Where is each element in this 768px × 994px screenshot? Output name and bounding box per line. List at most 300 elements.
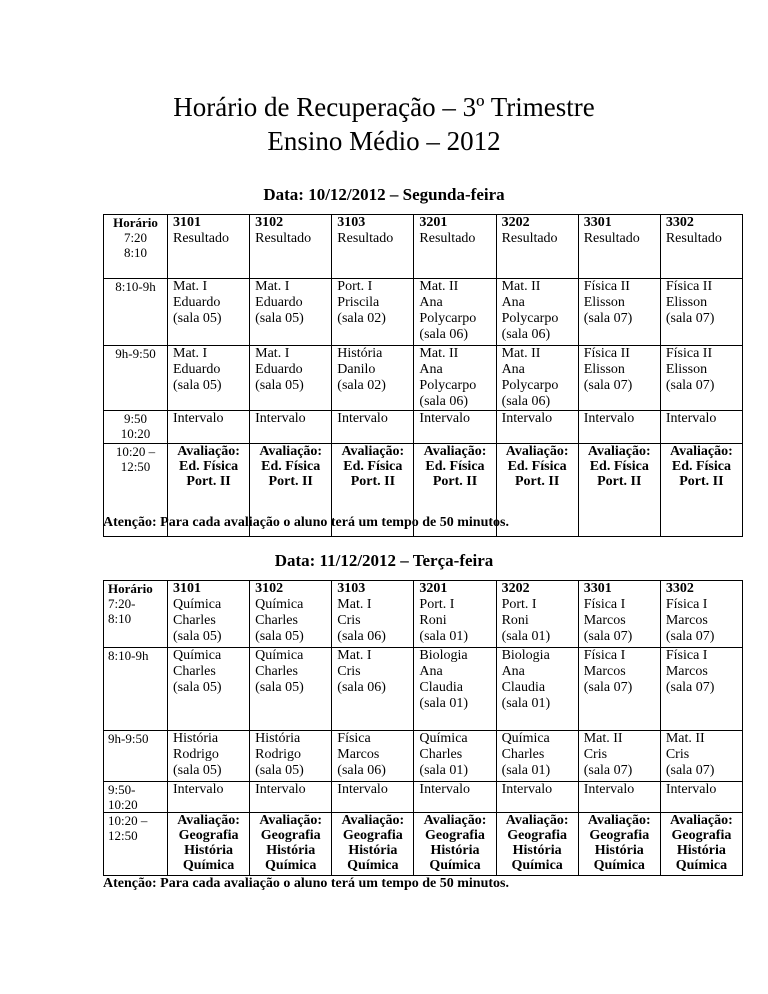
schedule-cell [250,731,332,782]
cell-line: Geografia [589,828,650,843]
cell-line: Intervalo [583,782,635,797]
cell-line: Ana [419,664,443,679]
schedule-cell [168,782,250,813]
cell-line: Eduardo [255,295,303,310]
day1-note: Atenção: Para cada avaliação o aluno terá um tempo de 50 minutos. [103,515,509,530]
cell-line: Port. II [679,474,724,489]
cell-line: Claudia [501,680,546,695]
cell-line: Rodrigo [173,747,219,762]
cell-line: História [348,843,398,858]
cell-line: 9h-9:50 [115,346,156,361]
cell-line: (sala 07) [665,680,715,695]
cell-line: (sala 01) [501,629,551,644]
cell-line: Marcos [665,664,708,679]
schedule-cell [332,215,414,279]
cell-line: Avaliação: [423,813,487,828]
schedule-cell [168,731,250,782]
schedule-cell [496,782,578,813]
cell-line: 9:50- [108,782,136,797]
cell-line: 3201 [419,215,448,230]
cell-line: Avaliação: [505,444,569,459]
cell-line: Geografia [342,828,403,843]
schedule-cell [168,279,250,346]
cell-line: (sala 01) [419,629,469,644]
cell-line: Biologia [419,648,468,663]
time-cell [104,731,168,782]
cell-line: Ed. Física [507,459,567,474]
cell-line: Mat. I [255,346,290,361]
schedule-cell [578,581,660,648]
cell-line: Polycarpo [501,378,559,393]
cell-line: Avaliação: [505,813,569,828]
schedule-cell [250,411,332,444]
schedule-cell [414,782,496,813]
cell-line: Ed. Física [425,459,485,474]
cell-line: 8:10 [108,611,132,626]
cell-line: Roni [501,613,529,628]
cell-line: 10:20 – [108,813,148,828]
time-cell [104,215,168,279]
cell-line: (sala 02) [337,311,386,326]
cell-line: Cris [337,664,361,679]
schedule-cell [332,782,414,813]
cell-line: 10:20 [108,797,138,812]
cell-line: Intervalo [337,782,388,797]
cell-line: 8:10 [123,245,148,260]
cell-line: Avaliação: [341,444,405,459]
cell-line: Intervalo [665,411,717,426]
schedule-cell [660,813,742,876]
cell-line: (sala 02) [337,378,386,393]
cell-line: Química [501,731,550,746]
time-cell [104,648,168,731]
cell-line: (sala 06) [419,327,469,342]
cell-line: 3101 [173,215,201,230]
schedule-cell [250,648,332,731]
cell-line: (sala 05) [255,680,304,695]
cell-line: 12:50 [108,828,138,843]
cell-line: Química [511,858,563,873]
cell-line: Elisson [583,362,625,377]
cell-line: Charles [419,747,463,762]
cell-line: História [173,731,219,746]
cell-line: Port. I [419,597,455,612]
cell-line: 12:50 [120,459,151,474]
cell-line: (sala 01) [501,696,551,711]
cell-line: Port. II [268,474,313,489]
cell-line: (sala 05) [173,311,222,326]
cell-line: Danilo [337,362,376,377]
cell-line: Roni [419,613,447,628]
cell-line: 10:20 [120,426,151,441]
time-cell [104,411,168,444]
cell-line: Resultado [173,231,229,246]
cell-line: Resultado [337,231,394,246]
schedule-cell [496,411,578,444]
cell-line: Horário [113,215,158,230]
cell-line: (sala 05) [173,629,222,644]
day2-date: Data: 11/12/2012 – Terça-feira [274,551,494,570]
cell-line: (sala 01) [419,696,469,711]
cell-line: 3103 [337,215,366,230]
table-row [104,813,743,876]
day1-date: Data: 10/12/2012 – Segunda-feira [263,185,505,204]
cell-line: Horário [108,581,153,596]
schedule-cell [250,346,332,411]
cell-line: Intervalo [501,782,553,797]
cell-line: Avaliação: [670,444,733,459]
cell-line: Marcos [583,613,626,628]
cell-line: (sala 07) [583,378,633,393]
schedule-cell [660,346,742,411]
cell-line: Port. I [501,597,537,612]
cell-line: Avaliação: [587,444,651,459]
cell-line: Mat. II [665,731,705,746]
schedule-cell [660,581,742,648]
cell-line: Biologia [501,648,550,663]
cell-line: 7:20- [108,596,136,611]
cell-line: Geografia [507,828,568,843]
cell-line: (sala 05) [255,629,304,644]
cell-line: Mat. II [419,279,459,294]
cell-line: Charles [255,664,298,679]
schedule-cell [332,411,414,444]
schedule-cell [660,444,742,537]
schedule-cell [578,215,660,279]
cell-line: Ana [501,664,525,679]
cell-line: Química [255,597,304,612]
cell-line: (sala 05) [255,763,304,778]
cell-line: Ed. Física [343,459,403,474]
schedule-cell [496,648,578,731]
cell-line: (sala 06) [337,680,386,695]
cell-line: Avaliação: [177,444,240,459]
cell-line: Ana [501,295,525,310]
cell-line: Ana [419,295,443,310]
cell-line: (sala 07) [665,763,715,778]
schedule-cell [168,346,250,411]
cell-line: Intervalo [173,782,224,797]
cell-line: 3201 [419,581,448,596]
cell-line: (sala 06) [501,394,551,409]
cell-line: Química [675,858,728,873]
cell-line: Química [255,648,304,663]
cell-line: (sala 01) [501,763,551,778]
cell-line: Química [173,597,222,612]
schedule-cell [496,279,578,346]
cell-line: (sala 07) [583,763,633,778]
cell-line: Ana [419,362,443,377]
cell-line: Port. I [337,279,373,294]
cell-line: Ana [501,362,525,377]
schedule-cell [250,782,332,813]
cell-line: Cris [665,747,690,762]
cell-line: História [512,843,562,858]
cell-line: (sala 07) [665,629,715,644]
cell-line: Mat. I [255,279,290,294]
table-row [104,215,743,279]
cell-line: Intervalo [583,411,635,426]
cell-line: Port. II [432,474,478,489]
cell-line: (sala 05) [173,763,222,778]
cell-line: Avaliação: [423,444,487,459]
cell-line: História [676,843,726,858]
cell-line: 7:20 [123,230,148,245]
cell-line: Química [429,858,481,873]
schedule-cell [496,346,578,411]
cell-line: História [266,843,316,858]
cell-line: Intervalo [255,782,306,797]
cell-line: Avaliação: [587,813,651,828]
schedule-cell [496,581,578,648]
cell-line: Física II [583,279,630,294]
cell-line: Intervalo [419,782,470,797]
cell-line: Geografia [178,828,239,843]
cell-line: (sala 01) [419,763,469,778]
schedule-cell [660,411,742,444]
cell-line: Cris [583,747,608,762]
schedule-cell [660,731,742,782]
schedule-cell [414,411,496,444]
cell-line: (sala 06) [337,629,386,644]
schedule-cell [660,648,742,731]
cell-line: Charles [173,613,216,628]
cell-line: 3202 [501,581,530,596]
day2-schedule-table [103,580,743,876]
schedule-cell [578,648,660,731]
cell-line: Intervalo [419,411,470,426]
schedule-cell [168,648,250,731]
schedule-cell [168,581,250,648]
schedule-cell [332,648,414,731]
cell-line: História [430,843,480,858]
cell-line: Ed. Física [261,459,321,474]
cell-line: Eduardo [173,295,221,310]
cell-line: Charles [501,747,545,762]
cell-line: 9:50 [123,411,148,426]
schedule-cell [578,444,660,537]
cell-line: Polycarpo [419,378,477,393]
cell-line: Resultado [583,231,640,246]
cell-line: 3301 [583,581,612,596]
cell-line: 3202 [501,215,530,230]
cell-line: 3302 [665,215,694,230]
table-row [104,731,743,782]
cell-line: Intervalo [501,411,553,426]
schedule-cell [496,215,578,279]
table-row [104,581,743,648]
cell-line: Rodrigo [255,747,302,762]
schedule-cell [496,731,578,782]
cell-line: Física [337,731,371,746]
cell-line: Mat. II [501,279,541,294]
cell-line: Port. II [350,474,396,489]
table-row [104,346,743,411]
cell-line: (sala 05) [255,311,304,326]
cell-line: Elisson [665,362,708,377]
schedule-cell [578,813,660,876]
cell-line: (sala 06) [419,394,469,409]
cell-line: Charles [255,613,298,628]
schedule-cell [414,279,496,346]
cell-line: Marcos [337,747,380,762]
time-cell [104,279,168,346]
cell-line: Cris [337,613,361,628]
cell-line: Resultado [665,231,722,246]
cell-line: Intervalo [665,782,717,797]
cell-line: Avaliação: [341,813,405,828]
cell-line: 10:20 – [115,444,156,459]
cell-line: 3102 [255,581,284,596]
schedule-cell [660,215,742,279]
schedule-cell [250,581,332,648]
cell-line: Geografia [260,828,321,843]
cell-line: (sala 06) [501,327,551,342]
cell-line: História [594,843,644,858]
cell-line: Avaliação: [259,813,323,828]
page-subtitle: Ensino Médio – 2012 [267,126,501,156]
cell-line: Elisson [583,295,625,310]
cell-line: Física I [665,597,708,612]
cell-line: Resultado [255,231,312,246]
schedule-cell [414,731,496,782]
cell-line: 3101 [173,581,201,596]
cell-line: (sala 07) [583,680,633,695]
cell-line: Polycarpo [419,311,477,326]
cell-line: (sala 07) [665,311,715,326]
cell-line: Intervalo [337,411,388,426]
cell-line: 8:10-9h [115,279,156,294]
cell-line: Física I [583,648,626,663]
cell-line: História [337,346,383,361]
cell-line: Mat. I [337,648,372,663]
cell-line: Avaliação: [670,813,733,828]
cell-line: Port. II [597,474,642,489]
schedule-cell [332,346,414,411]
cell-line: Mat. I [337,597,372,612]
time-cell [104,813,168,876]
cell-line: Química [182,858,235,873]
cell-line: Polycarpo [501,311,559,326]
day1-schedule-table [103,214,743,537]
cell-line: Priscila [337,295,380,310]
table-row [104,648,743,731]
cell-line: Ed. Física [671,459,731,474]
schedule-cell [250,215,332,279]
cell-line: Química [347,858,399,873]
cell-line: Ed. Física [179,459,239,474]
schedule-cell [414,346,496,411]
cell-line: Marcos [665,613,708,628]
schedule-cell [168,215,250,279]
cell-line: Intervalo [173,411,224,426]
cell-line: Física II [583,346,630,361]
schedule-cell [332,581,414,648]
day2-note: Atenção: Para cada avaliação o aluno terá um tempo de 50 minutos. [103,876,509,891]
cell-line: Física I [665,648,708,663]
cell-line: (sala 07) [665,378,715,393]
schedule-cell [332,279,414,346]
cell-line: Física II [665,346,713,361]
cell-line: (sala 05) [173,378,222,393]
schedule-cell [578,411,660,444]
page-title: Horário de Recuperação – 3º Trimestre [173,92,595,122]
cell-line: Port. II [186,474,231,489]
cell-line: Física II [665,279,713,294]
schedule-cell [578,346,660,411]
cell-line: Elisson [665,295,708,310]
cell-line: 3102 [255,215,284,230]
cell-line: Eduardo [255,362,303,377]
cell-line: Mat. II [501,346,541,361]
cell-line: Avaliação: [259,444,323,459]
cell-line: Geografia [671,828,732,843]
schedule-cell [578,279,660,346]
cell-line: 3301 [583,215,612,230]
cell-line: 3302 [665,581,694,596]
schedule-cell [414,215,496,279]
cell-line: Mat. I [173,279,208,294]
schedule-cell [578,731,660,782]
cell-line: Resultado [419,231,476,246]
cell-line: Geografia [425,828,485,843]
schedule-cell [496,813,578,876]
cell-line: Charles [173,664,216,679]
cell-line: Mat. II [583,731,623,746]
table-row [104,411,743,444]
cell-line: (sala 07) [583,311,633,326]
schedule-cell [250,813,332,876]
table-row [104,782,743,813]
time-cell [104,346,168,411]
cell-line: 3103 [337,581,366,596]
time-cell [104,581,168,648]
cell-line: Química [419,731,468,746]
cell-line: Intervalo [255,411,306,426]
cell-line: Química [173,648,222,663]
cell-line: Física I [583,597,626,612]
cell-line: Eduardo [173,362,221,377]
schedule-cell [168,411,250,444]
schedule-cell [578,782,660,813]
schedule-cell [332,731,414,782]
cell-line: Resultado [501,231,558,246]
schedule-cell [414,648,496,731]
cell-line: Port. II [514,474,560,489]
cell-line: Química [593,858,645,873]
cell-line: História [184,843,234,858]
cell-line: Claudia [419,680,463,695]
cell-line: 8:10-9h [108,648,149,663]
cell-line: Ed. Física [589,459,649,474]
schedule-cell [660,782,742,813]
cell-line: História [255,731,301,746]
cell-line: (sala 05) [255,378,304,393]
schedule-cell [250,279,332,346]
cell-line: Mat. I [173,346,208,361]
cell-line: (sala 07) [583,629,633,644]
cell-line: Química [265,858,317,873]
time-cell [104,782,168,813]
cell-line: Mat. II [419,346,459,361]
schedule-cell [414,581,496,648]
cell-line: Avaliação: [177,813,240,828]
cell-line: (sala 06) [337,763,386,778]
schedule-cell [660,279,742,346]
cell-line: Marcos [583,664,626,679]
cell-line: (sala 05) [173,680,222,695]
schedule-cell [414,813,496,876]
